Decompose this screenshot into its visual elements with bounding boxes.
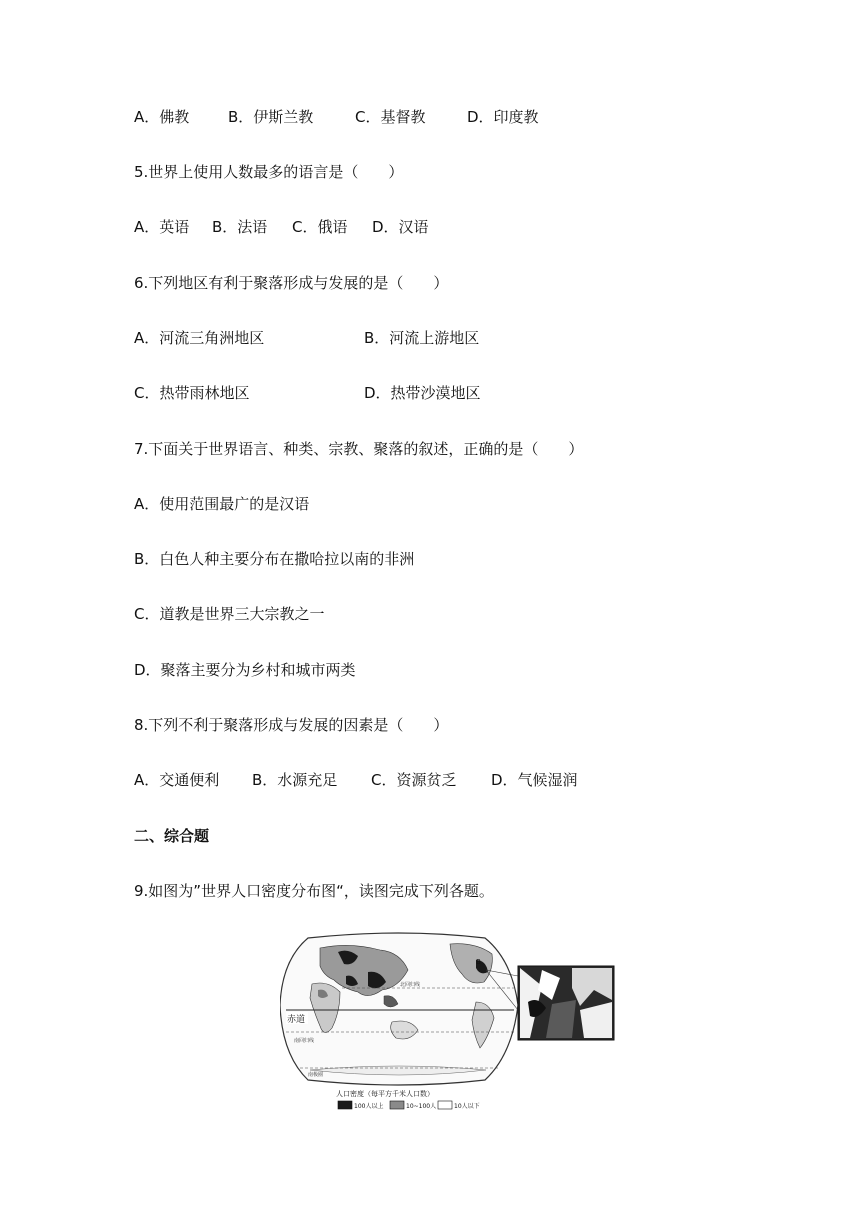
- legend-label-low: 10人以下: [454, 1103, 480, 1110]
- q6-option-a: A．河流三角洲地区: [134, 329, 265, 347]
- q6-option-c: C．热带雨林地区: [134, 384, 250, 402]
- legend-label-high: 100人以上: [354, 1103, 384, 1110]
- q8-option-d: D．气候湿润: [491, 771, 578, 789]
- q5-option-d: D．汉语: [372, 218, 429, 236]
- q6-option-b: B．河流上游地区: [364, 329, 480, 347]
- q5-option-a: A．英语: [134, 218, 190, 236]
- q7-option-c: C．道教是世界三大宗教之一: [134, 605, 325, 623]
- q5-option-b: B．法语: [212, 218, 268, 236]
- q9-stem: 9.如图为”世界人口密度分布图“，读图完成下列各题。: [134, 882, 494, 900]
- q7-option-d: D．聚落主要分为乡村和城市两类: [134, 661, 356, 679]
- q6-option-d: D．热带沙漠地区: [364, 384, 481, 402]
- world-population-density-map: [280, 930, 620, 1115]
- q4-option-c: C．基督教: [355, 108, 426, 126]
- equator-label: 赤道: [287, 1015, 306, 1025]
- q5-stem: 5.世界上使用人数最多的语言是（ ）: [134, 163, 404, 181]
- tropic-north-label: 北回归线: [400, 982, 421, 988]
- q8-option-b: B．水源充足: [252, 771, 338, 789]
- legend-swatch-high: [338, 1101, 352, 1109]
- legend: [338, 1101, 480, 1110]
- legend-title: 人口密度（每平方千米人口数）: [336, 1090, 434, 1098]
- legend-label-mid: 10~100人: [406, 1103, 437, 1110]
- q4-option-b: B．伊斯兰教: [228, 108, 314, 126]
- legend-swatch-low: [438, 1101, 452, 1109]
- polar-south-label: 南极圈: [308, 1072, 324, 1078]
- q5-option-c: C．俄语: [292, 218, 348, 236]
- point-b-label: B: [476, 958, 481, 966]
- legend-swatch-mid: [390, 1101, 404, 1109]
- photo-inset: [518, 966, 614, 1040]
- q8-option-c: C．资源贫乏: [371, 771, 457, 789]
- tropic-south-label: 南回归线: [294, 1038, 315, 1044]
- q8-stem: 8.下列不利于聚落形成与发展的因素是（ ）: [134, 716, 449, 734]
- section-title: 二、综合题: [134, 827, 210, 845]
- q7-option-b: B．白色人种主要分布在撒哈拉以南的非洲: [134, 550, 415, 568]
- q7-stem: 7.下面关于世界语言、种类、宗教、聚落的叙述，正确的是（ ）: [134, 440, 584, 458]
- q4-option-d: D．印度教: [467, 108, 539, 126]
- q4-option-a: A．佛教: [134, 108, 190, 126]
- q6-stem: 6.下列地区有利于聚落形成与发展的是（ ）: [134, 274, 449, 292]
- q7-option-a: A．使用范围最广的是汉语: [134, 495, 310, 513]
- q8-option-a: A．交通便利: [134, 771, 220, 789]
